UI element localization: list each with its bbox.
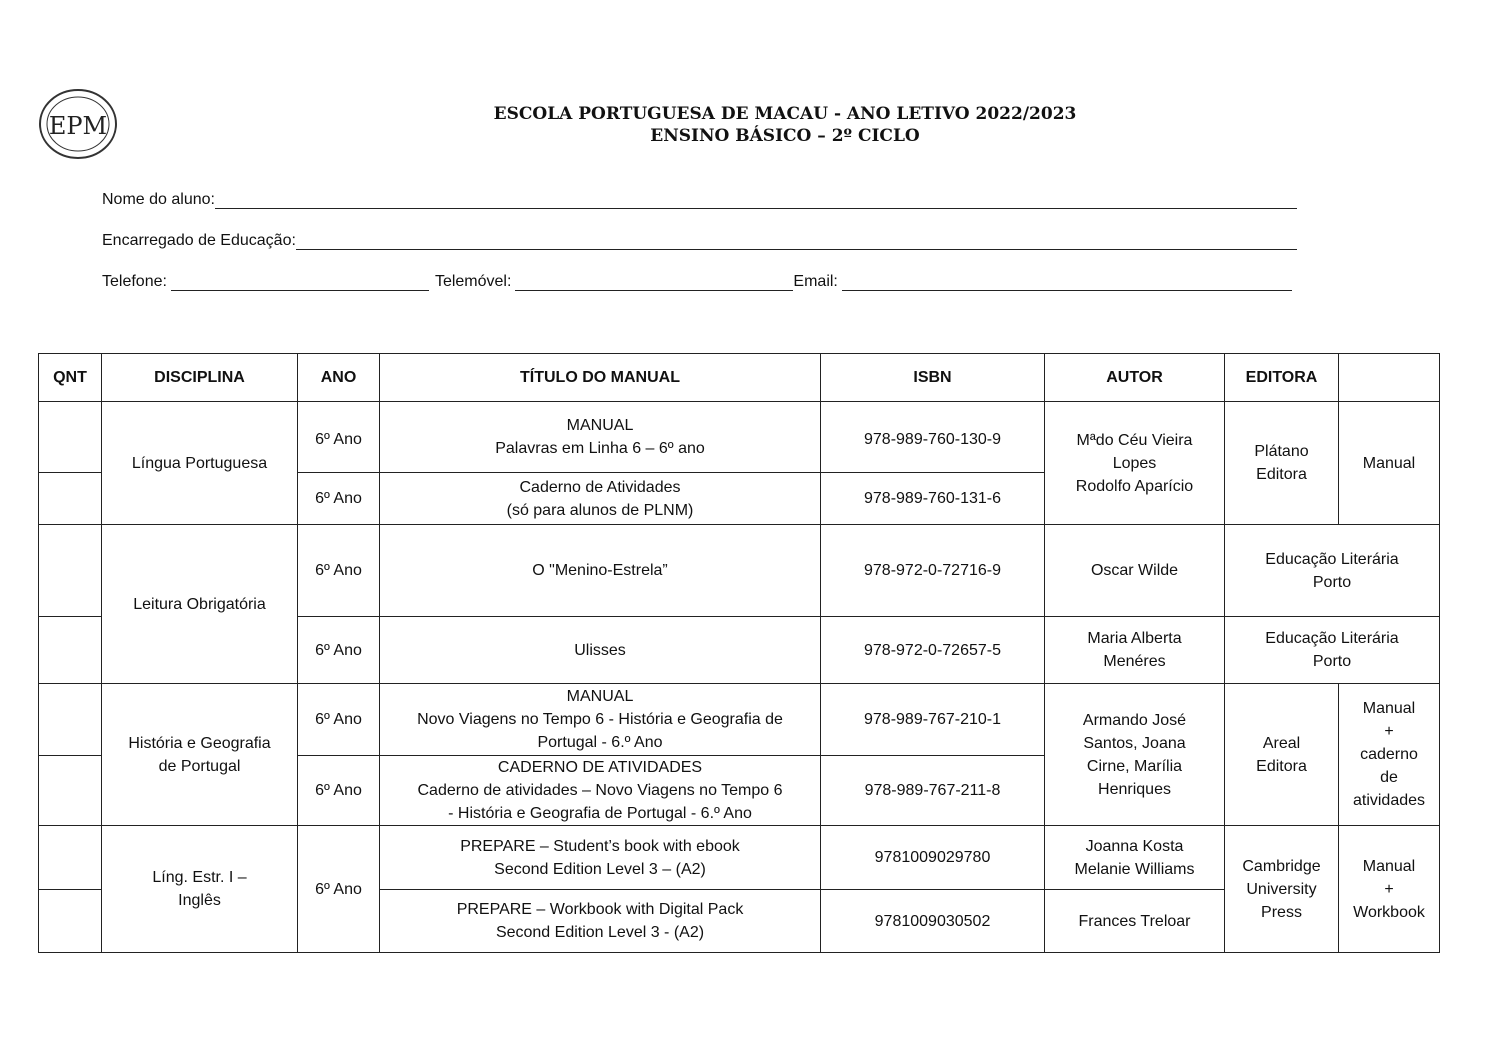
email-line[interactable] bbox=[842, 272, 1292, 291]
qnt-cell[interactable] bbox=[39, 473, 102, 525]
table-row: Leitura Obrigatória 6º Ano O "Menino-Estrela” 978-972-0-72716-9 Oscar Wilde Educação Literária Porto bbox=[39, 525, 1440, 617]
school-logo bbox=[38, 88, 118, 160]
qnt-cell[interactable] bbox=[39, 617, 102, 684]
table-row: PREPARE – Workbook with Digital Pack Second Edition Level 3 - (A2) 9781009030502 Frances Treloar bbox=[39, 890, 1440, 953]
phone-line[interactable] bbox=[171, 272, 429, 291]
qnt-cell[interactable] bbox=[39, 402, 102, 473]
table-row: 6º Ano Caderno de Atividades (só para alunos de PLNM) 978-989-760-131-6 bbox=[39, 473, 1440, 525]
student-name-field: Nome do aluno: bbox=[102, 190, 1297, 209]
page-title: ESCOLA PORTUGUESA DE MACAU - ANO LETIVO 2022/2023 bbox=[493, 104, 1077, 124]
book-list-table bbox=[38, 353, 1440, 953]
table-header-row: QNT DISCIPLINA ANO TÍTULO DO MANUAL ISBN AUTOR EDITORA bbox=[39, 354, 1440, 402]
guardian-line[interactable] bbox=[296, 231, 1297, 250]
qnt-cell[interactable] bbox=[39, 525, 102, 617]
qnt-cell[interactable] bbox=[39, 890, 102, 953]
svg-text:EPM: EPM bbox=[48, 112, 108, 140]
student-name-line[interactable] bbox=[215, 190, 1297, 209]
qnt-cell[interactable] bbox=[39, 684, 102, 756]
page-subtitle: ENSINO BÁSICO – 2º CICLO bbox=[650, 126, 920, 146]
table-row: 6º Ano CADERNO DE ATIVIDADES Caderno de atividades – Novo Viagens no Tempo 6 - História e Geografia de Portugal - 6.º Ano 978-989-767-211-8 bbox=[39, 756, 1440, 826]
qnt-cell[interactable] bbox=[39, 756, 102, 826]
qnt-cell[interactable] bbox=[39, 826, 102, 890]
table-row: 6º Ano Ulisses 978-972-0-72657-5 Maria Alberta Menéres Educação Literária Porto bbox=[39, 617, 1440, 684]
contact-fields: Telefone: Telemóvel: Email: bbox=[102, 272, 1292, 291]
table-row: História e Geografia de Portugal 6º Ano MANUAL Novo Viagens no Tempo 6 - História e Geografia de Portugal - 6.º Ano 978-989-767-210-1 Armando José Santos, Joana Cirne, Marília Henriques Areal Editora Manual + caderno de atividades bbox=[39, 684, 1440, 756]
table-row: Língua Portuguesa 6º Ano MANUAL Palavras em Linha 6 – 6º ano 978-989-760-130-9 Mªdo Céu Vieira Lopes Rodolfo Aparício Plátano Editora Manual bbox=[39, 402, 1440, 473]
guardian-field: Encarregado de Educação: bbox=[102, 231, 1297, 250]
table-row: Líng. Estr. I – Inglês 6º Ano PREPARE – Student’s book with ebook Second Edition Level 3 – (A2) 9781009029780 Joanna Kosta Melanie Williams Cambridge University Press Manual + Workbook bbox=[39, 826, 1440, 890]
mobile-line[interactable] bbox=[515, 272, 793, 291]
